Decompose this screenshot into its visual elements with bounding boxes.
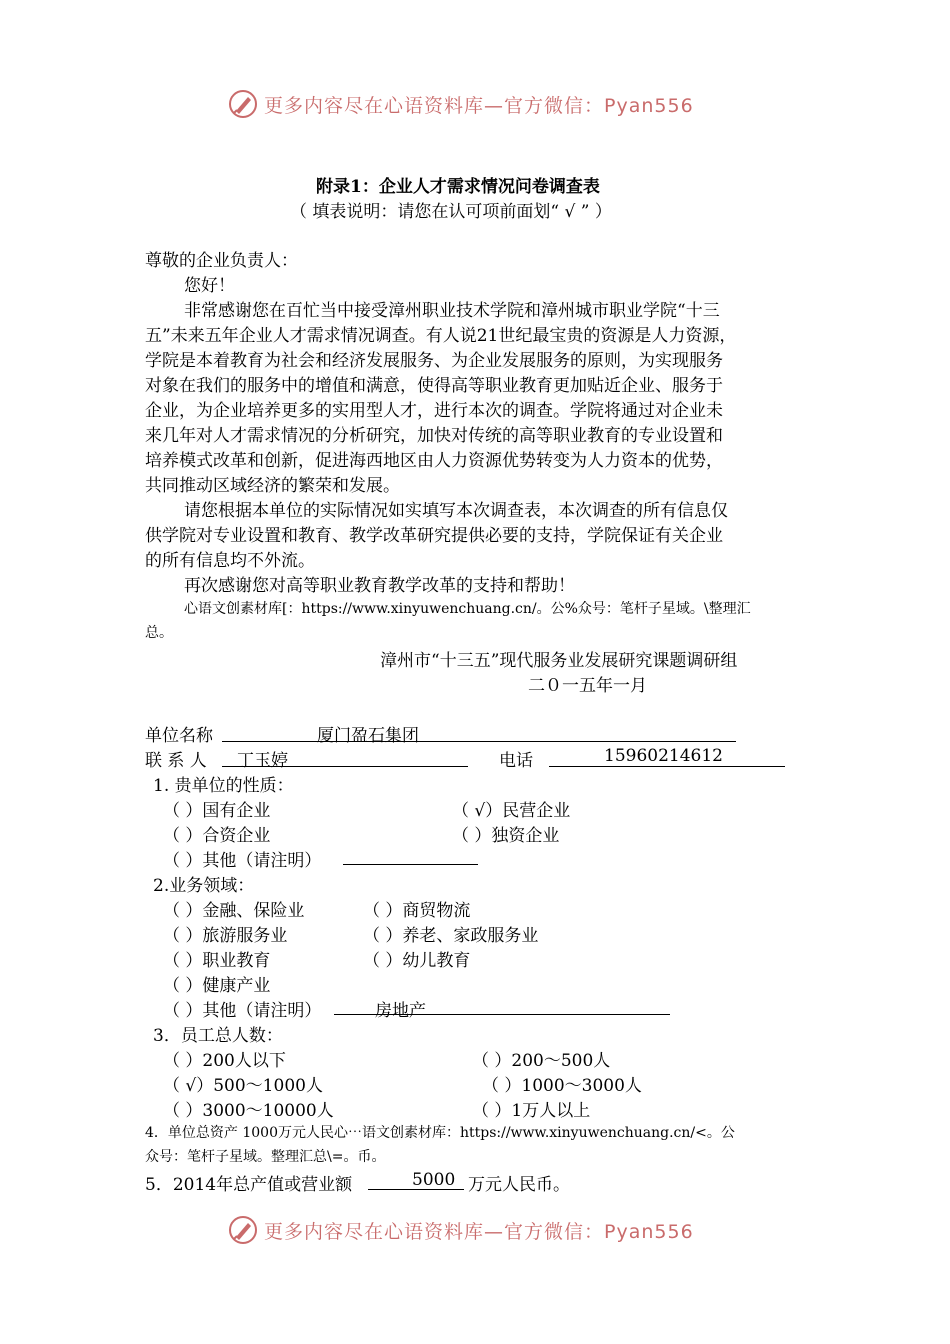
signature-org: 漳州市“十三五”现代服务业发展研究课题调研组 [380, 651, 738, 671]
body-line: 来几年对人才需求情况的分析研究，加快对传统的高等职业教育的专业设置和 [145, 426, 723, 446]
q2-option-other[interactable]: （ ）其他（请注明） [163, 1001, 322, 1021]
watermark-note: 心语文创素材库[：https://www.xinyuwenchuang.cn/。公%众号：笔杆子星域。\整理汇 [184, 601, 751, 617]
q2-option[interactable]: （ ）职业教育 [163, 951, 271, 971]
body-line: 对象在我们的服务中的增值和满意，使得高等职业教育更加贴近企业、服务于 [145, 376, 723, 396]
q3-option[interactable]: （ ）200～500人 [472, 1051, 611, 1071]
body-line: 共同推动区域经济的繁荣和发展。 [145, 476, 400, 496]
banner-text: 更多内容尽在心语资料库—官方微信：Pyan556 [264, 94, 694, 117]
signature-date: 二０一五年一月 [528, 676, 647, 696]
q1-option-other[interactable]: （ ）其他（请注明） [163, 851, 322, 871]
q3-option[interactable]: （ ）200人以下 [163, 1051, 286, 1071]
pen-logo-icon [228, 1215, 258, 1245]
watermark-note: 总。 [145, 625, 173, 641]
q2-option[interactable]: （ ）幼儿教育 [363, 951, 471, 971]
q5-value-field[interactable]: 5000 [412, 1170, 456, 1190]
q1-option-private[interactable]: （ √）民营企业 [452, 801, 571, 821]
body-line: 企业，为企业培养更多的实用型人才，进行本次的调查。学院将通过对企业未 [145, 401, 723, 421]
q3-option[interactable]: （ √）500～1000人 [163, 1076, 323, 1096]
body-line: 供学院对专业设置和教育、教学改革研究提供必要的支持，学院保证有关企业 [145, 526, 723, 546]
q2-option[interactable]: （ ）养老、家政服务业 [363, 926, 539, 946]
phone-label: 电话 [499, 751, 533, 771]
page-title: 附录1：企业人才需求情况问卷调查表 [316, 177, 600, 197]
body-line: 非常感谢您在百忙当中接受漳州职业技术学院和漳州城市职业学院“十三 [184, 301, 720, 321]
q1-option-state-owned[interactable]: （ ）国有企业 [163, 801, 271, 821]
unit-name-field[interactable]: 厦门盈石集团 [317, 726, 419, 746]
q2-option[interactable]: （ ）金融、保险业 [163, 901, 305, 921]
banner-text: 更多内容尽在心语资料库—官方微信：Pyan556 [264, 1220, 694, 1243]
q2-option[interactable]: （ ）旅游服务业 [163, 926, 288, 946]
hello: 您好！ [184, 276, 235, 296]
q1-option-sole-proprietor[interactable]: （ ）独资企业 [452, 826, 560, 846]
q5-label: 5．2014年总产值或营业额 [145, 1175, 353, 1195]
q1-option-joint-venture[interactable]: （ ）合资企业 [163, 826, 271, 846]
q3-option[interactable]: （ ）1万人以上 [472, 1101, 591, 1121]
footer-banner [228, 1212, 694, 1248]
body-line: 请您根据本单位的实际情况如实填写本次调查表，本次调查的所有信息仅 [184, 501, 728, 521]
q2-option[interactable]: （ ）健康产业 [163, 976, 271, 996]
q4-line: 众号：笔杆子星域。整理汇总\=。币。 [145, 1149, 386, 1165]
q3-option[interactable]: （ ）3000～10000人 [163, 1101, 334, 1121]
unit-name-label: 单位名称 [145, 726, 213, 746]
unit-name-underline [222, 741, 736, 742]
phone-underline [549, 766, 785, 767]
body-line: 五”未来五年企业人才需求情况调查。有人说21世纪最宝贵的资源是人力资源， [145, 326, 737, 346]
q1-other-underline [343, 864, 478, 865]
q3-option[interactable]: （ ）1000～3000人 [482, 1076, 642, 1096]
greeting: 尊敬的企业负责人： [145, 251, 298, 271]
q2-option[interactable]: （ ）商贸物流 [363, 901, 471, 921]
q2-label: 2.业务领域： [153, 876, 255, 896]
q3-label: 3．员工总人数： [153, 1026, 283, 1046]
q1-label: 1. 贵单位的性质： [153, 776, 294, 796]
header-banner [228, 86, 694, 122]
q4-line: 4．单位总资产 1000万元人民心⋯语文创素材库：https://www.xinyuwenchuang.cn/<。公 [145, 1125, 735, 1141]
body-line: 的所有信息均不外流。 [145, 551, 315, 571]
q2-other-field[interactable]: 房地产 [375, 1001, 426, 1021]
pen-logo-icon [228, 89, 258, 119]
body-line: 学院是本着教育为社会和经济发展服务、为企业发展服务的原则，为实现服务 [145, 351, 723, 371]
phone-field[interactable]: 15960214612 [604, 746, 723, 766]
body-line: 再次感谢您对高等职业教育教学改革的支持和帮助！ [184, 576, 575, 596]
fill-instructions: （ 填表说明：请您在认可项前面划“ √ ” ） [290, 202, 612, 222]
q5-suffix: 万元人民币。 [468, 1175, 570, 1195]
contact-label: 联 系 人 [145, 751, 207, 771]
body-line: 培养模式改革和创新，促进海西地区由人力资源优势转变为人力资本的优势， [145, 451, 723, 471]
contact-field[interactable]: 丁玉婷 [237, 751, 288, 771]
